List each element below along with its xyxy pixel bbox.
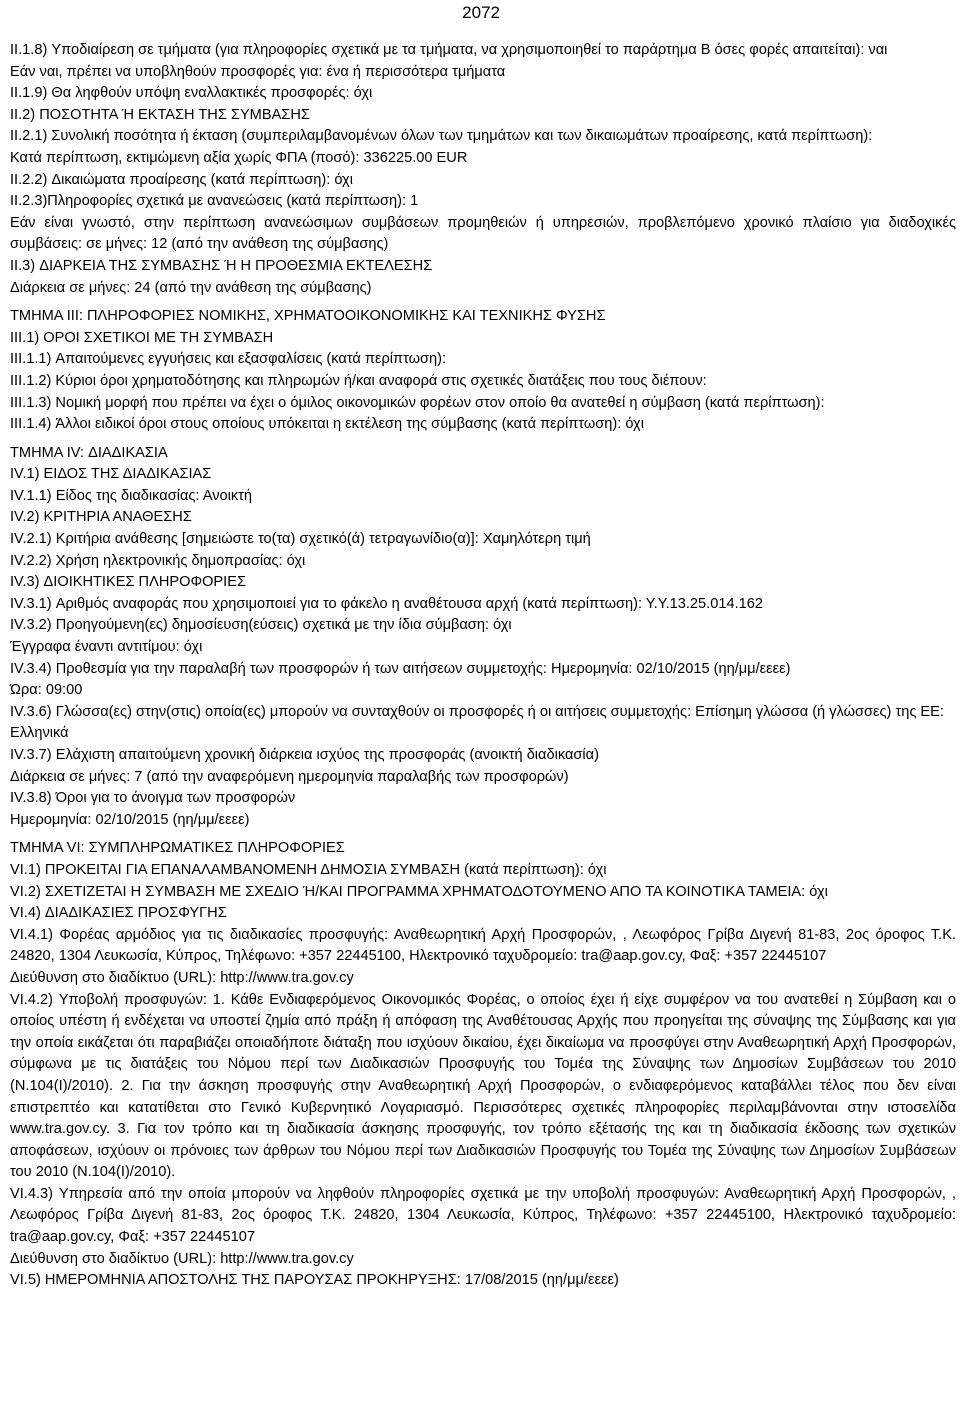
text-line: VI.1) ΠΡΟΚΕΙΤΑΙ ΓΙΑ ΕΠΑΝΑΛΑΜΒΑΝΟΜΕΝΗ ΔΗΜΟΣΙΑ ΣΥΜΒΑΣΗ (κατά περίπτωση): όχι bbox=[10, 861, 607, 878]
text-line: II.2.1) Συνολική ποσότητα ή έκταση (συμπεριλαμβανομένων όλων των τμημάτων και των δικαιωμάτων προαίρεσης, κατά περίπτωση): bbox=[10, 128, 873, 145]
text-line: IV.3.8) Όροι για το άνοιγμα των προσφορών bbox=[10, 790, 296, 807]
text-line: Ημερομηνία: 02/10/2015 (ηη/μμ/εεεε) bbox=[10, 811, 250, 828]
text-line: III.1.1) Απαιτούμενες εγγυήσεις και εξασφαλίσεις (κατά περίπτωση): bbox=[10, 351, 447, 368]
text-line: Διάρκεια σε μήνες: 7 (από την αναφερόμενη ημερομηνία παραλαβής των προσφορών) bbox=[10, 768, 569, 785]
text-line: VI.4.2) Υποβολή προσφυγών: 1. Κάθε Ενδιαφερόμενος Οικονομικός Φορέας, ο οποίος έχει ή είχε συμφέρον να του ανατεθεί η Σύμβαση και ο οποίος υπέστη ή ενδέχεται να υποστεί ζημία από πράξη ή απόφαση της Αναθέτουσας Αρχής που προηγείται της σύναψης της Σύμβασης και για την οποία εικάζεται ότι παραβιάζει οποιαδήποτε διάταξη που ισχύουν δικαίου, έχει δικαίωμα να προσφύγει στην Αναθεωρητική Αρχή Προσφορών, σύμφωνα με τις διατάξεις του Νόμου περί των Διαδικασιών Προσφυγής του Τομέα της Σύναψης των Δημοσίων Συμβάσεων του 2010 (Ν.104(I)/2010). 2. Για την άσκηση προσφυγής στην Αναθεωρητική Αρχή Προσφορών, ο ενδιαφερόμενος καταβάλλει τέλος που δεν είναι επιστρεπτέο και κατατίθεται στο Γενικό Κυβερνητικό Λογαριασμό. Περισσότερες σχετικές πληροφορίες περιλαμβάνονται στην ιστοσελίδα www.tra.gov.cy. 3. Για τον τρόπο και τη διαδικασία άσκησης προσφυγής, τον τρόπο εξέτασής της και τη διαδικασία έκδοσης των σχετικών αποφάσεων, ισχύουν οι πρόνοιες των άρθρων του Νόμου περί των Διαδικασιών Προσφυγής του Τομέα της Σύναψης των Δημοσίων Συμβάσεων του 2010 (Ν.104(I)/2010). bbox=[10, 991, 956, 1181]
text-line: IV.1) ΕΙΔΟΣ ΤΗΣ ΔΙΑΔΙΚΑΣΙΑΣ bbox=[10, 466, 212, 483]
text-line: ΤΜΗΜΑ IV: ΔΙΑΔΙΚΑΣΙΑ bbox=[10, 444, 168, 461]
text-line: VI.5) ΗΜΕΡΟΜΗΝΙΑ ΑΠΟΣΤΟΛΗΣ ΤΗΣ ΠΑΡΟΥΣΑΣ ΠΡΟΚΗΡΥΞΗΣ: 17/08/2015 (ηη/μμ/εεεε) bbox=[10, 1272, 619, 1289]
text-line: Διάρκεια σε μήνες: 24 (από την ανάθεση της σύμβασης) bbox=[10, 279, 372, 296]
text-line: VI.4.1) Φορέας αρμόδιος για τις διαδικασίες προσφυγής: Αναθεωρητική Αρχή Προσφορών, , Λεωφόρος Γρίβα Διγενή 81-83, 2ος όροφος Τ.Κ. 24820, 1304 Λευκωσία, Κύπρος, Τηλέφωνο: +357 22445100, Ηλεκτρονικό ταχυδρομείο: tra@aap.gov.cy, Φαξ: +357 22445107 bbox=[10, 926, 956, 965]
text-line: Διεύθυνση στο διαδίκτυο (URL): http://www.tra.gov.cy bbox=[10, 1250, 354, 1267]
text-line: IV.3.2) Προηγούμενη(ες) δημοσίευση(εύσεις) σχετικά με την ίδια σύμβαση: όχι bbox=[10, 617, 512, 634]
text-line: IV.3.7) Ελάχιστη απαιτούμενη χρονική διάρκεια ισχύος της προσφοράς (ανοικτή διαδικασία) bbox=[10, 747, 599, 763]
text-line: VI.4) ΔΙΑΔΙΚΑΣΙΕΣ ΠΡΟΣΦΥΓΗΣ bbox=[10, 905, 227, 922]
text-line: Διεύθυνση στο διαδίκτυο (URL): http://www.tra.gov.cy bbox=[10, 969, 354, 986]
text-line: Εάν είναι γνωστό, στην περίπτωση ανανεώσιμων συμβάσεων προμηθειών ή υπηρεσιών, προβλεπόμενο χρονικό πλαίσιο για διαδοχικές συμβάσεις: σε μήνες: 12 (από την ανάθεση της σύμβασης) bbox=[10, 214, 956, 253]
text-line: Εάν ναι, πρέπει να υποβληθούν προσφορές για: ένα ή περισσότερα τμήματα bbox=[10, 63, 506, 80]
text-line: Έγγραφα έναντι αντιτίμου: όχι bbox=[10, 639, 203, 656]
text-line: Ελληνικά bbox=[10, 725, 69, 742]
text-line: II.2.3)Πληροφορίες σχετικά με ανανεώσεις (κατά περίπτωση): 1 bbox=[10, 193, 419, 210]
text-line: IV.3.6) Γλώσσα(ες) στην(στις) οποία(ες) μπορούν να συνταχθούν οι προσφορές ή οι αιτήσεις συμμετοχής: Επίσημη γλώσσα (ή γλώσσες) της ΕΕ: bbox=[10, 703, 944, 720]
text-line: III.1.4) Άλλοι ειδικοί όροι στους οποίους υπόκειται η εκτέλεση της σύμβασης (κατά περίπτωση): όχι bbox=[10, 416, 644, 433]
text-line: ΤΜΗΜΑ III: ΠΛΗΡΟΦΟΡΙΕΣ ΝΟΜΙΚΗΣ, ΧΡΗΜΑΤΟΟΙΚΟΝΟΜΙΚΗΣ ΚΑΙ ΤΕΧΝΙΚΗΣ ΦΥΣΗΣ bbox=[10, 308, 606, 325]
text-line: IV.3.4) Προθεσμία για την παραλαβή των προσφορών ή των αιτήσεων συμμετοχής: Ημερομηνία: 02/10/2015 (ηη/μμ/εεεε) bbox=[10, 660, 791, 677]
text-line: IV.3) ΔΙΟΙΚΗΤΙΚΕΣ ΠΛΗΡΟΦΟΡΙΕΣ bbox=[10, 574, 246, 591]
text-line: II.1.9) Θα ληφθούν υπόψη εναλλακτικές προσφορές: όχι bbox=[10, 85, 373, 102]
text-line: IV.1.1) Είδος της διαδικασίας: Ανοικτή bbox=[10, 487, 253, 504]
text-line: Κατά περίπτωση, εκτιμώμενη αξία χωρίς ΦΠΑ (ποσό): 336225.00 EUR bbox=[10, 149, 468, 166]
text-line: VI.2) ΣΧΕΤΙΖΕΤΑΙ Η ΣΥΜΒΑΣΗ ΜΕ ΣΧΕΔΙΟ Ή/ΚΑΙ ΠΡΟΓΡΑΜΜΑ ΧΡΗΜΑΤΟΔΟΤΟΥΜΕΝΟ ΑΠΟ ΤΑ ΚΟΙΝΟΤΙΚΑ ΤΑΜΕΙΑ: όχι bbox=[10, 883, 828, 900]
text-line: IV.2) ΚΡΙΤΗΡΙΑ ΑΝΑΘΕΣΗΣ bbox=[10, 509, 192, 526]
document-body bbox=[10, 40, 956, 1292]
text-line: Ώρα: 09:00 bbox=[10, 682, 83, 699]
page-number: 2072 bbox=[462, 3, 500, 22]
text-line: III.1.2) Κύριοι όροι χρηματοδότησης και πληρωμών ή/και αναφορά στις σχετικές διατάξεις που τους διέπουν: bbox=[10, 372, 707, 389]
text-line: III.1.3) Νομική μορφή που πρέπει να έχει ο όμιλος οικονομικών φορέων στον οποίο θα ανατεθεί η σύμβαση (κατά περίπτωση): bbox=[10, 394, 825, 411]
text-line: II.2.2) Δικαιώματα προαίρεσης (κατά περίπτωση): όχι bbox=[10, 171, 353, 188]
text-line: IV.3.1) Αριθμός αναφοράς που χρησιμοποιεί για το φάκελο η αναθέτουσα αρχή (κατά περίπτωση): Υ.Υ.13.25.014.162 bbox=[10, 595, 763, 612]
text-line: II.3) ΔΙΑΡΚΕΙΑ ΤΗΣ ΣΥΜΒΑΣΗΣ Ή Η ΠΡΟΘΕΣΜΙΑ ΕΚΤΕΛΕΣΗΣ bbox=[10, 257, 433, 274]
text-line: ΤΜΗΜΑ VI: ΣΥΜΠΛΗΡΩΜΑΤΙΚΕΣ ΠΛΗΡΟΦΟΡΙΕΣ bbox=[10, 840, 345, 857]
text-line: III.1) ΟΡΟΙ ΣΧΕΤΙΚΟΙ ΜΕ ΤΗ ΣΥΜΒΑΣΗ bbox=[10, 329, 274, 346]
text-line: IV.2.1) Κριτήρια ανάθεσης [σημειώστε το(τα) σχετικό(ά) τετραγωνίδιο(α)]: Χαμηλότερη τιμή bbox=[10, 531, 591, 548]
text-line: VI.4.3) Υπηρεσία από την οποία μπορούν να ληφθούν πληροφορίες σχετικά με την υποβολή προσφυγών: Αναθεωρητική Αρχή Προσφορών, , Λεωφόρος Γρίβα Διγενή 81-83, 2ος όροφος Τ.Κ. 24820, 1304 Λευκωσία, Κύπρος, Τηλέφωνο: +357 22445100, Ηλεκτρονικό ταχυδρομείο: tra@aap.gov.cy, Φαξ: +357 22445107 bbox=[10, 1185, 956, 1246]
text-line: IV.2.2) Χρήση ηλεκτρονικής δημοπρασίας: όχι bbox=[10, 552, 306, 569]
text-line: II.1.8) Υποδιαίρεση σε τμήματα (για πληροφορίες σχετικά με τα τμήματα, να χρησιμοποιηθεί το παράρτημα Β όσες φορές απαιτείται): ναι bbox=[10, 42, 888, 58]
text-line: II.2) ΠΟΣΟΤΗΤΑ Ή ΕΚΤΑΣΗ ΤΗΣ ΣΥΜΒΑΣΗΣ bbox=[10, 106, 310, 123]
